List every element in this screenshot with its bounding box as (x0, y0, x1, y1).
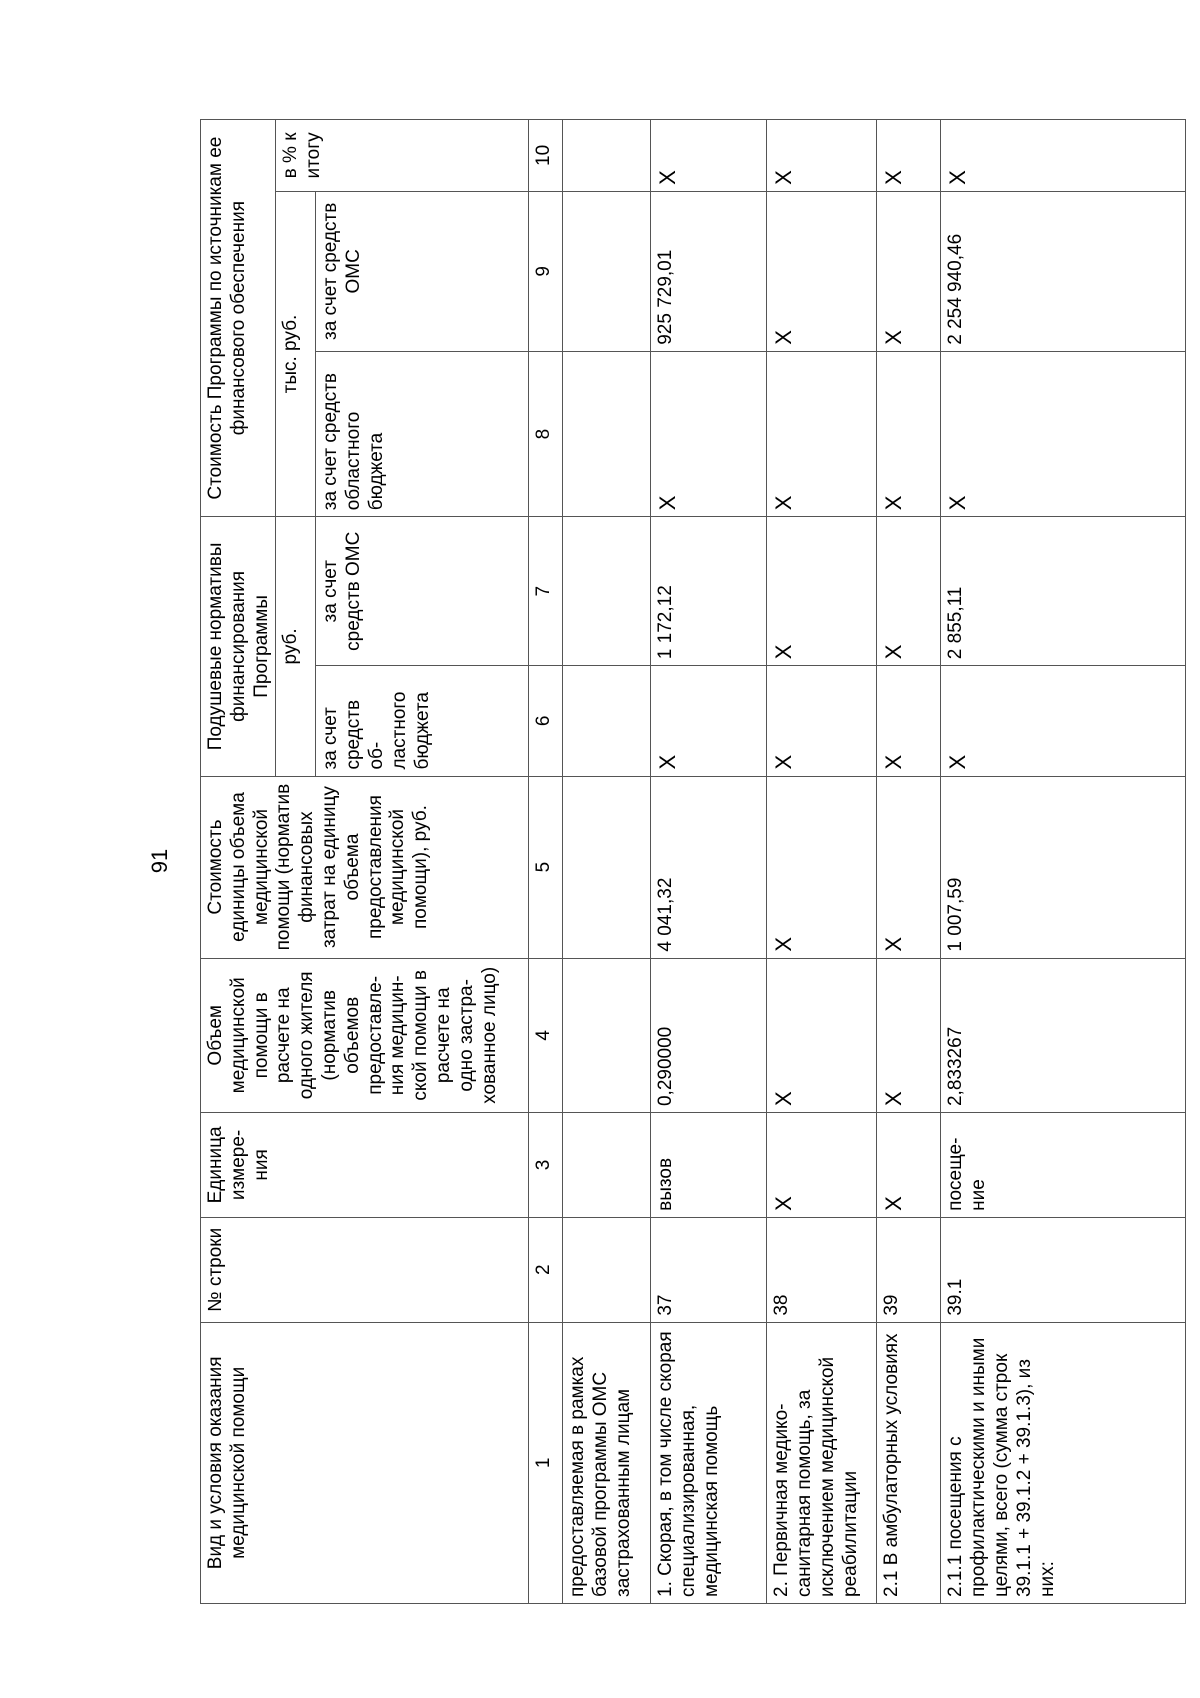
header-per-capita-group: Подушевые нормативы финансирования Программы (201, 517, 276, 776)
row-unit-cost: 4 041,32 (651, 776, 767, 958)
header-cost-oms: за счет средств ОМС (316, 191, 529, 351)
row-unit-cost: Х (877, 776, 941, 958)
row-unit: Х (767, 1113, 877, 1218)
row-unit-cost: 1 007,59 (941, 776, 1186, 958)
row-pc-oms: 1 172,12 (651, 517, 767, 666)
row-unit: Х (877, 1113, 941, 1218)
row-volume: 2,833267 (941, 958, 1186, 1112)
row-pc-budget: Х (877, 666, 941, 776)
row-volume: 0,290000 (651, 958, 767, 1112)
header-cost-group: Стоимость Программы по источникам ее финансового обеспечения (201, 120, 276, 517)
table-row (651, 120, 767, 1604)
column-number: 9 (529, 191, 563, 351)
row-cost-budget: Х (651, 351, 767, 516)
header-cost-unit: тыс. руб. (276, 191, 316, 516)
column-number-row (529, 120, 563, 1604)
row-cost-budget: Х (941, 351, 1186, 516)
row-name: 1. Скорая, в том числе скорая специализированная, медицинская помощь (651, 1322, 767, 1603)
row-percent: Х (767, 120, 877, 192)
row-pc-budget (563, 666, 651, 776)
header-cost-budget: за счет средств областного бюджета (316, 351, 529, 516)
header-type-conditions: Вид и условия оказания медицинской помощи (201, 1322, 529, 1603)
row-unit: вызов (651, 1113, 767, 1218)
header-pc-oms: за счет средств ОМС (316, 517, 529, 666)
row-cost-budget: Х (767, 351, 877, 516)
row-cost-oms: Х (767, 191, 877, 351)
row-cost-oms: Х (877, 191, 941, 351)
row-unit (563, 1113, 651, 1218)
row-pc-oms: 2 855,11 (941, 517, 1186, 666)
row-pc-oms (563, 517, 651, 666)
row-percent: Х (941, 120, 1186, 192)
row-line: 38 (767, 1217, 877, 1322)
row-unit: посеще-ние (941, 1113, 1186, 1218)
row-name: 2.1 В амбулаторных условиях (877, 1322, 941, 1603)
row-pc-budget: Х (651, 666, 767, 776)
header-percent: в % к итогу (276, 120, 529, 192)
column-number: 2 (529, 1217, 563, 1322)
rotated-table-container (200, 119, 1152, 1604)
column-number: 10 (529, 120, 563, 192)
row-cost-budget (563, 351, 651, 516)
row-volume: Х (877, 958, 941, 1112)
row-pc-budget: Х (767, 666, 877, 776)
header-pc-budget: за счет средств об-ластного бюджета (316, 666, 529, 776)
row-percent: Х (877, 120, 941, 192)
row-volume: Х (767, 958, 877, 1112)
header-line-number: № строки (201, 1217, 529, 1322)
column-number: 7 (529, 517, 563, 666)
table-row (877, 120, 941, 1604)
row-name: 2.1.1 посещения с профилактическими и иными целями, всего (сумма строк 39.1.1 + 39.1.2 + 39.1.3), из них: (941, 1322, 1186, 1603)
row-line (563, 1217, 651, 1322)
header-row-1 (201, 120, 276, 1604)
column-number: 6 (529, 666, 563, 776)
row-line: 37 (651, 1217, 767, 1322)
row-unit-cost: Х (767, 776, 877, 958)
row-pc-oms: Х (877, 517, 941, 666)
column-number: 1 (529, 1322, 563, 1603)
program-cost-table (200, 119, 1186, 1604)
row-cost-oms (563, 191, 651, 351)
row-cost-budget: Х (877, 351, 941, 516)
row-volume (563, 958, 651, 1112)
row-pc-budget: Х (941, 666, 1186, 776)
header-volume: Объем медицинской помощи в расчете на одного жителя (норматив объемов предоставле-ния медицин-ской помощи в расчете на одно застра-хованное лицо) (201, 958, 529, 1112)
row-name: 2. Первичная медико-санитарная помощь, за исключением медицинской реабилитации (767, 1322, 877, 1603)
row-cost-oms: 925 729,01 (651, 191, 767, 351)
header-unit-cost: Стоимость единицы объема медицинской помощи (норматив финансовых затрат на единицу объема предоставления медицинской помощи), руб. (201, 776, 529, 958)
table-row (941, 120, 1186, 1604)
row-percent: Х (651, 120, 767, 192)
row-line: 39.1 (941, 1217, 1186, 1322)
page-number: 91 (147, 848, 172, 874)
row-name: предоставляемая в рамках базовой программы ОМС застрахованным лицам (563, 1322, 651, 1603)
header-unit: Единица измере-ния (201, 1113, 529, 1218)
table-row (767, 120, 877, 1604)
table-row (563, 120, 651, 1604)
column-number: 3 (529, 1113, 563, 1218)
column-number: 4 (529, 958, 563, 1112)
row-percent (563, 120, 651, 192)
row-line: 39 (877, 1217, 941, 1322)
row-cost-oms: 2 254 940,46 (941, 191, 1186, 351)
row-unit-cost (563, 776, 651, 958)
row-pc-oms: Х (767, 517, 877, 666)
header-per-capita-unit: руб. (276, 517, 316, 776)
column-number: 8 (529, 351, 563, 516)
column-number: 5 (529, 776, 563, 958)
